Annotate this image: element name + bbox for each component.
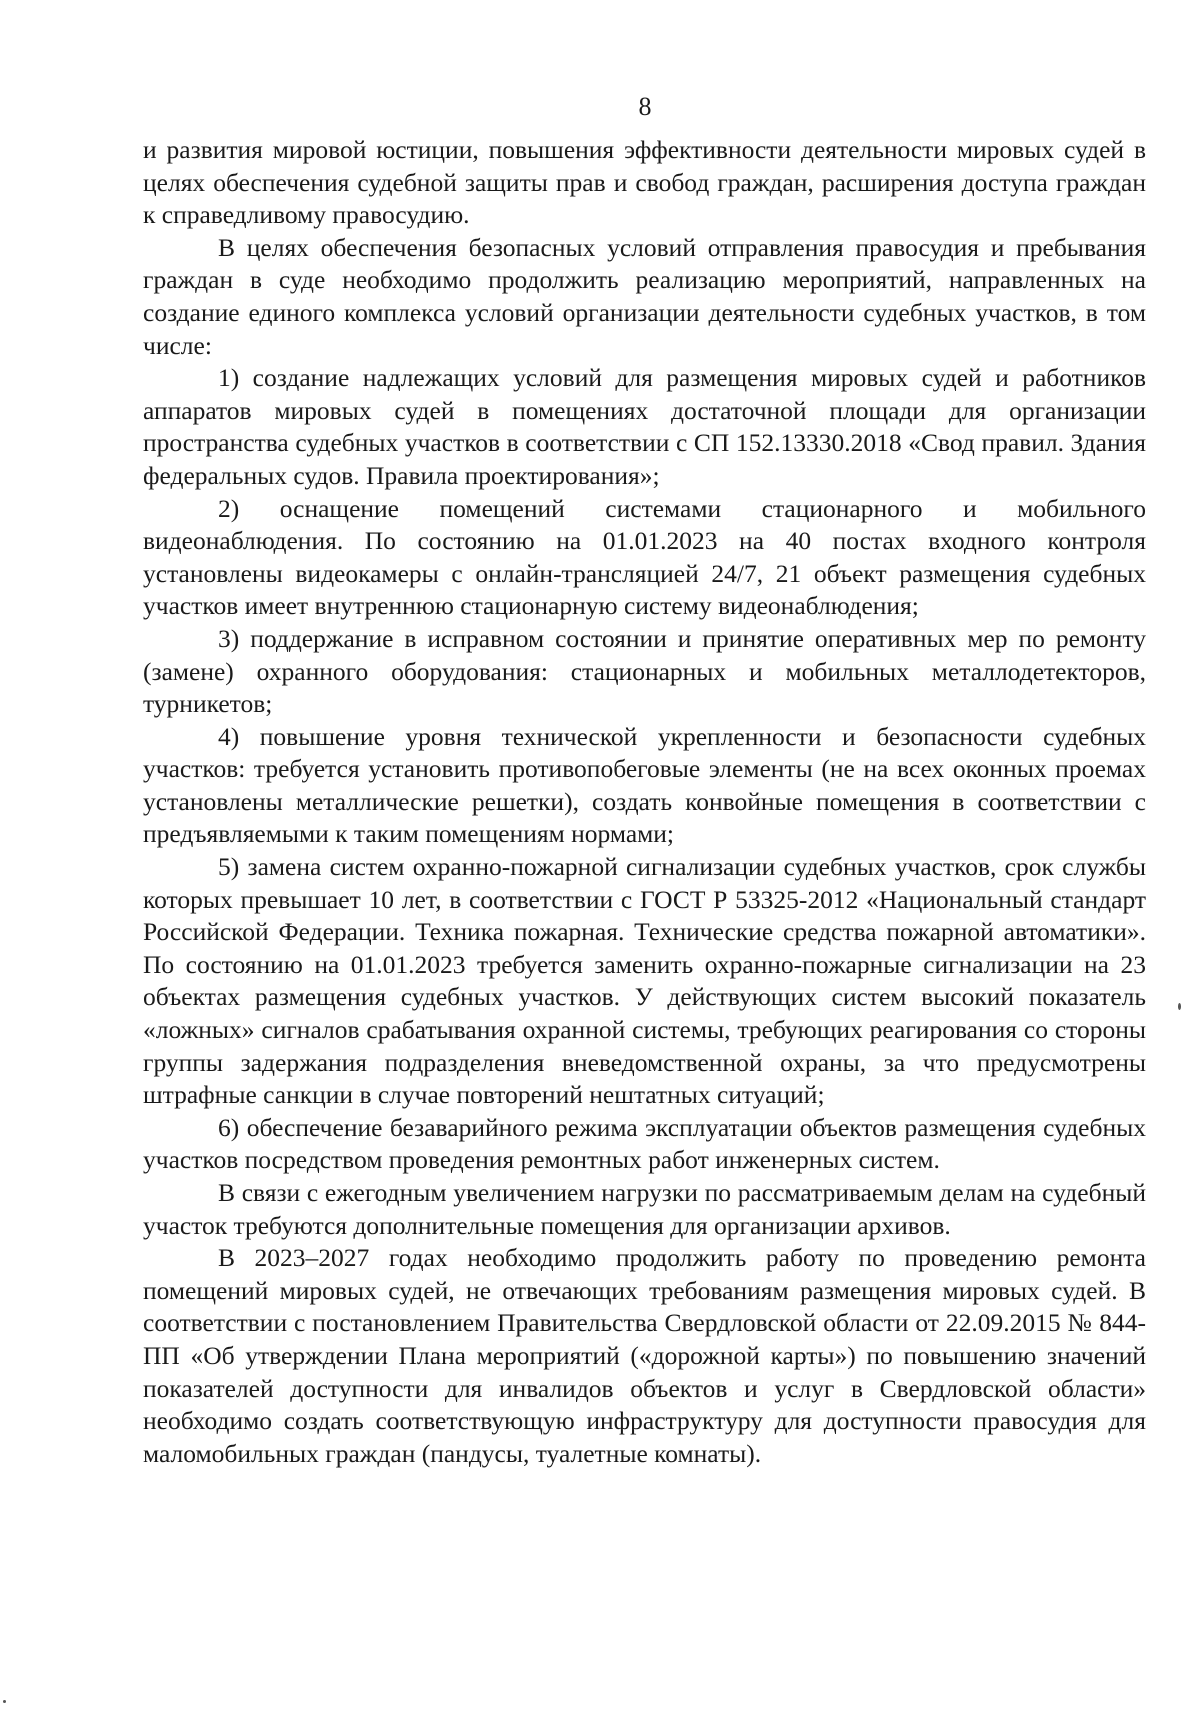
- document-body: [143, 134, 1146, 1470]
- paragraph: В связи с ежегодным увеличением нагрузки по рассматриваемым делам на судебный участок требуются дополнительные помещения для организации архивов.: [143, 1178, 1146, 1240]
- scan-speck: [3, 1700, 6, 1703]
- list-item: 1) создание надлежащих условий для размещения мировых судей и работников аппаратов мировых судей в помещениях достаточной площади для организации пространства судебных участков в соответствии с СП 152.13330.2018 «Свод правил. Здания федеральных судов. Правила проектирования»;: [143, 363, 1146, 490]
- list-item: 5) замена систем охранно-пожарной сигнализации судебных участков, срок службы которых превышает 10 лет, в соответствии с ГОСТ Р 53325-2012 «Национальный стандарт Российской Федерации. Техника пожарная. Технические средства пожарной автоматики». По состоянию на 01.01.2023 требуется заменить охранно-пожарные сигнализации на 23 объектах размещения судебных участков. У действующих систем высокий показатель «ложных» сигналов срабатывания охранной системы, требующих реагирования со стороны группы задержания подразделения вневедомственной охраны, за что предусмотрены штрафные санкции в случае повторений нештатных ситуаций;: [143, 852, 1146, 1110]
- list-item: 2) оснащение помещений системами стационарного и мобильного видеонаблюдения. По состоянию на 01.01.2023 на 40 постах входного контроля установлены видеокамеры с онлайн-трансляцией 24/7, 21 объект размещения судебных участков имеет внутреннюю стационарную систему видеонаблюдения;: [143, 493, 1146, 621]
- list-item: 3) поддержание в исправном состоянии и принятие оперативных мер по ремонту (замене) охранного оборудования: стационарных и мобильных металлодетекторов, турникетов;: [143, 623, 1146, 719]
- scan-speck: [1178, 1003, 1181, 1010]
- paragraph: В 2023–2027 годах необходимо продолжить работу по проведению ремонта помещений мировых судей, не отвечающих требованиям размещения мировых судей. В соответствии с постановлением Правительства Свердловской области от 22.09.2015 № 844-ПП «Об утверждении Плана мероприятий («дорожной карты») по повышению значений показателей доступности для инвалидов объектов и услуг в Свердловской области» необходимо создать соответствующую инфраструктуру для доступности правосудия для маломобильных граждан (пандусы, туалетные комнаты).: [143, 1243, 1146, 1468]
- paragraph: и развития мировой юстиции, повышения эффективности деятельности мировых судей в целях обеспечения судебной защиты прав и свобод граждан, расширения доступа граждан к справедливому правосудию.: [143, 135, 1146, 230]
- page-number: 8: [638, 92, 652, 121]
- list-item: 6) обеспечение безаварийного режима эксплуатации объектов размещения судебных участков посредством проведения ремонтных работ инженерных систем.: [143, 1112, 1146, 1175]
- paragraph: В целях обеспечения безопасных условий отправления правосудия и пребывания граждан в суде необходимо продолжить реализацию мероприятий, направленных на создание единого комплекса условий организации деятельности судебных участков, в том числе:: [143, 232, 1146, 360]
- list-item: 4) повышение уровня технической укрепленности и безопасности судебных участков: требуется установить противопобеговые элементы (не на всех оконных проемах установлены металлические решетки), создать конвойные помещения в соответствии с предъявляемыми к таким помещениям нормами;: [143, 721, 1146, 849]
